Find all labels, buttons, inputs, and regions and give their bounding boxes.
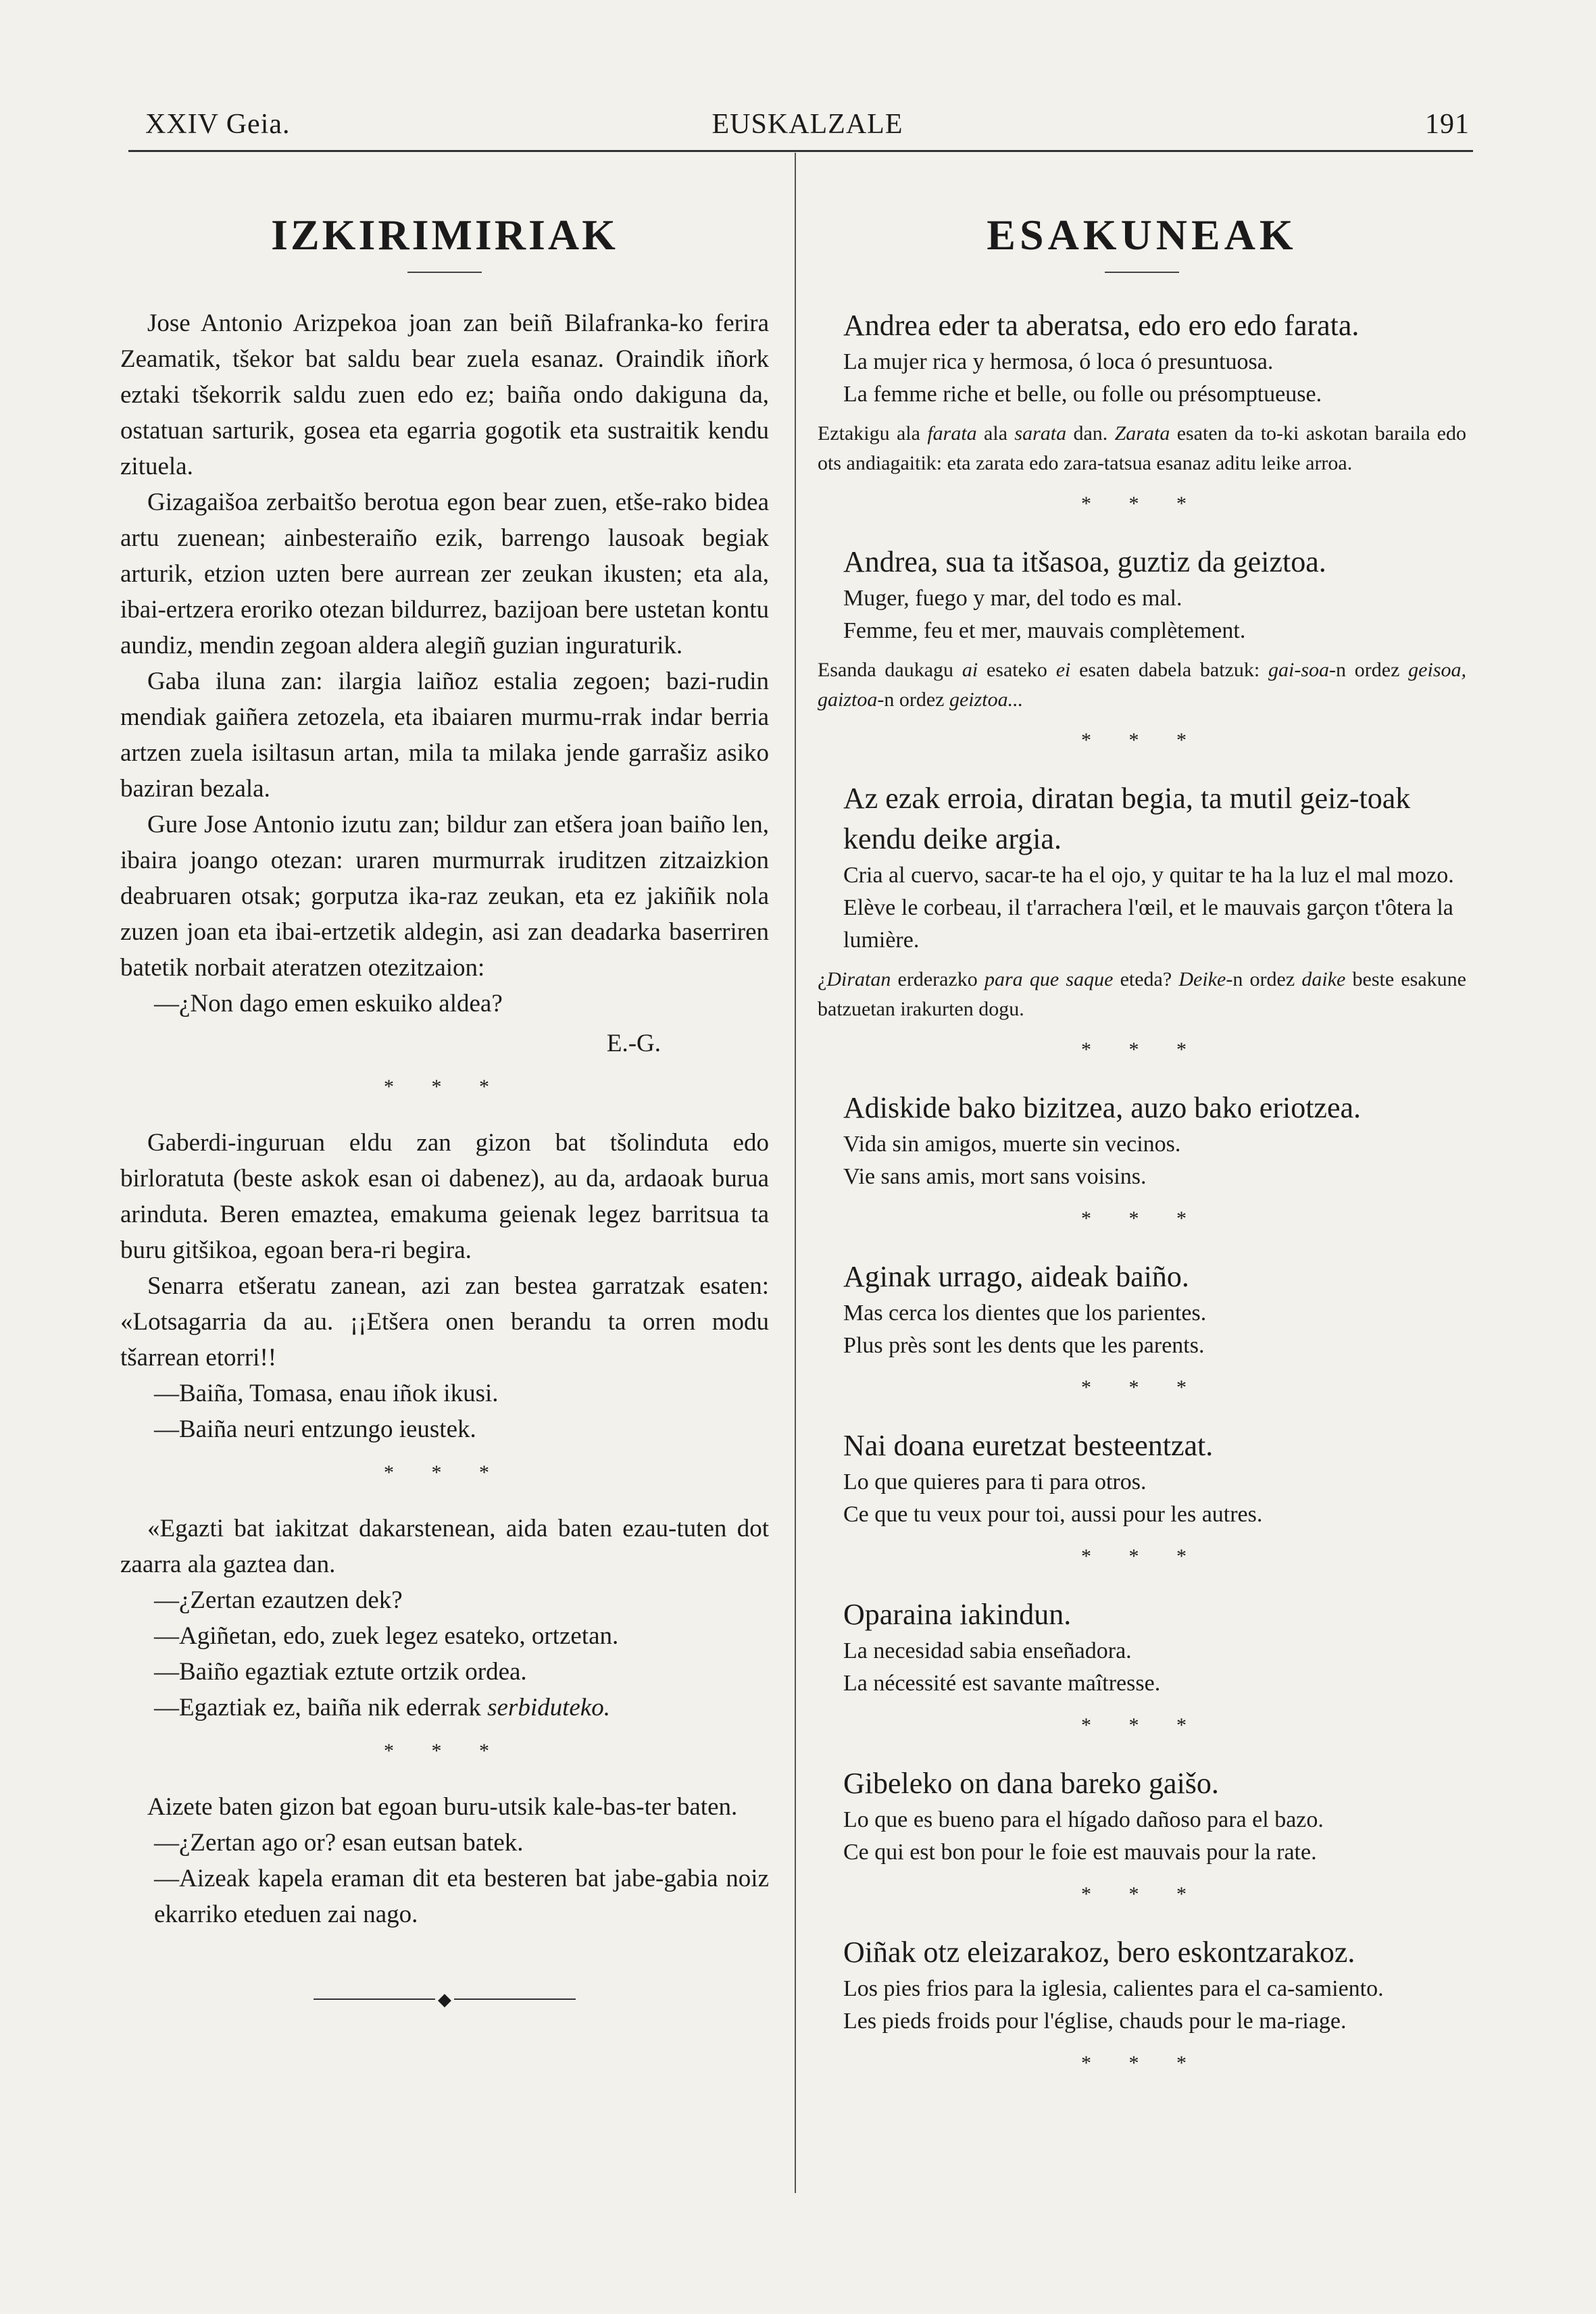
translation-spanish: Cria al cuervo, sacar-te ha el ojo, y quitar te ha la luz el mal mozo. bbox=[843, 863, 1454, 888]
proverb-basque: Adiskide bako bizitzea, auzo bako eriotzea. bbox=[843, 1091, 1362, 1124]
header-rule bbox=[128, 150, 1473, 152]
note-italic: ei bbox=[1055, 659, 1071, 681]
note-text: Eztakigu ala bbox=[818, 422, 928, 445]
section-separator: * * * bbox=[384, 1740, 505, 1762]
section-title-izkirimiriak: IZKIRIMIRIAK bbox=[271, 211, 618, 259]
proverb-separator: * * * bbox=[1081, 1714, 1203, 1736]
proverb-basque: Andrea, sua ta itšasoa, guztiz da geiztoa. bbox=[843, 545, 1326, 578]
note-text: Esanda daukagu bbox=[818, 659, 962, 681]
dialog-line: —Baiña neuri entzungo ieustek. bbox=[154, 1415, 476, 1443]
note-text: esaten da to-ki askotan baraila edo ots andiagaitik: eta zarata edo zara-tatsua esanaz aditu leike arroa. bbox=[818, 422, 1467, 474]
paragraph: Aizete baten gizon bat egoan buru-utsik kale-bas-ter baten. bbox=[147, 1793, 738, 1821]
paragraph: Jose Antonio Arizpekoa joan zan beiñ Bilafranka-ko ferira Zeamatik, tšekor bat saldu bear zuela esanaz. Oraindik iñork eztaki tšekorrik saldu zuen edo ez; baiña ondo dakiguna da, ostatuan sarturik, gosea eta egarria gogotik eta sustraitik kendu zituela. bbox=[120, 309, 769, 480]
note-text: ala bbox=[976, 422, 1015, 445]
journal-title: EUSKALZALE bbox=[712, 109, 903, 140]
translation-french: Elève le corbeau, il t'arrachera l'œil, et le mauvais garçon t'ôtera la lumière. bbox=[843, 895, 1453, 953]
translation-spanish: Los pies frios para la iglesia, calientes para el ca-samiento. bbox=[843, 1976, 1384, 2001]
proverb-note bbox=[818, 655, 1466, 715]
translation-french: La nécessité est savante maîtresse. bbox=[843, 1671, 1161, 1696]
note-italic: Diratan bbox=[826, 968, 891, 990]
note-italic: Zarata bbox=[1114, 422, 1170, 445]
left-column bbox=[120, 153, 769, 2017]
note-text: eteda? bbox=[1113, 968, 1179, 990]
translation-spanish: Muger, fuego y mar, del todo es mal. bbox=[843, 586, 1182, 611]
end-ornament bbox=[120, 1980, 769, 2017]
proverb-separator: * * * bbox=[1081, 729, 1203, 751]
paragraph: Gizagaišoa zerbaitšo berotua egon bear zuen, etše-rako bidea artu zuenean; ainbesteraiño ezik, barrengo lausoak begiak arturik, etzion uzten bere aurrean zer zeukan ikusten; eta ala, ibai-ertzera eroriko otezan bildurrez, bazijoan bere ustetan kontu aundiz, mendin zegoan aldera alegiñ guzian inguraturik. bbox=[120, 488, 769, 659]
page-number: 191 bbox=[1425, 109, 1470, 140]
proverb-separator: * * * bbox=[1081, 1207, 1203, 1230]
dialog-line: —¿Non dago emen eskuiko aldea? bbox=[154, 990, 503, 1017]
proverb-separator: * * * bbox=[1081, 1545, 1203, 1567]
translation-spanish: La mujer rica y hermosa, ó loca ó presuntuosa. bbox=[843, 349, 1274, 374]
note-italic: geisoa, gaiztoa bbox=[818, 659, 1466, 711]
translation-french: Plus près sont les dents que les parents. bbox=[843, 1333, 1205, 1358]
dialog-line: —¿Zertan ezautzen dek? bbox=[154, 1586, 403, 1614]
note-italic: farata bbox=[927, 422, 977, 445]
title-rule bbox=[1105, 272, 1179, 273]
right-column bbox=[818, 153, 1466, 2101]
dialog-line: —Baiño egaztiak eztute ortzik ordea. bbox=[154, 1658, 527, 1686]
note-text: -n ordez bbox=[1226, 968, 1302, 990]
translation-spanish: Mas cerca los dientes que los parientes. bbox=[843, 1301, 1207, 1326]
note-text: beste esakune batzuetan irakurten dogu. bbox=[818, 968, 1466, 1020]
note-italic: geiztoa... bbox=[949, 688, 1024, 711]
note-italic: Deike bbox=[1178, 968, 1226, 990]
section-separator: * * * bbox=[384, 1076, 505, 1098]
note-text: erderazko bbox=[891, 968, 984, 990]
running-header bbox=[145, 101, 1470, 149]
translation-spanish: La necesidad sabia enseñadora. bbox=[843, 1638, 1132, 1663]
translation-spanish: Lo que quieres para ti para otros. bbox=[843, 1469, 1147, 1494]
note-text: -n ordez bbox=[1329, 659, 1409, 681]
proverb-basque: Andrea eder ta aberatsa, edo ero edo farata. bbox=[843, 309, 1360, 342]
translation-french: Ce qui est bon pour le foie est mauvais pour la rate. bbox=[843, 1840, 1317, 1865]
translation-french: Les pieds froids pour l'église, chauds pour le ma-riage. bbox=[843, 2009, 1347, 2034]
column-divider bbox=[795, 153, 796, 2193]
note-italic: sarata bbox=[1014, 422, 1067, 445]
proverb-block bbox=[818, 1763, 1466, 1908]
proverb-separator: * * * bbox=[1081, 2052, 1203, 2074]
volume-label: XXIV Geia. bbox=[145, 109, 291, 140]
proverb-separator: * * * bbox=[1081, 1038, 1203, 1061]
proverb-basque: Nai doana euretzat besteentzat. bbox=[843, 1429, 1214, 1462]
proverb-basque: Oparaina iakindun. bbox=[843, 1598, 1072, 1631]
note-italic: ai bbox=[962, 659, 978, 681]
paragraph: «Egazti bat iakitzat dakarstenean, aida baten ezau-tuten dot zaarra ala gaztea dan. bbox=[120, 1515, 769, 1578]
dialog-line: —Aizeak kapela eraman dit eta besteren bat jabe-gabia noiz ekarriko eteduen zai nago. bbox=[154, 1865, 769, 1928]
translation-french: La femme riche et belle, ou folle ou présomptueuse. bbox=[843, 382, 1322, 407]
proverb-block bbox=[818, 1594, 1466, 1739]
paragraph: Senarra etšeratu zanean, azi zan bestea garratzak esaten: «Lotsagarria da au. ¡¡Etšera onen berandu ta orren modu tšarrean etorri!! bbox=[120, 1272, 769, 1372]
paragraph: Gaberdi-inguruan eldu zan gizon bat tšolinduta edo birloratuta (beste askok esan oi dabenez), au da, ardaoak burua arinduta. Beren emaztea, emakuma geienak legez barritsua ta buru gitšikoa, egoan bera-ri begira. bbox=[120, 1129, 769, 1264]
proverb-basque: Aginak urrago, aideak baiño. bbox=[843, 1260, 1189, 1293]
proverb-block bbox=[818, 778, 1466, 1063]
translation-french: Ce que tu veux pour toi, aussi pour les autres. bbox=[843, 1502, 1263, 1527]
proverb-note bbox=[818, 419, 1466, 478]
translation-spanish: Vida sin amigos, muerte sin vecinos. bbox=[843, 1132, 1181, 1157]
proverb-separator: * * * bbox=[1081, 493, 1203, 515]
note-text: esateko bbox=[978, 659, 1056, 681]
proverb-separator: * * * bbox=[1081, 1376, 1203, 1399]
section-separator: * * * bbox=[384, 1461, 505, 1484]
translation-spanish: Lo que es bueno para el hígado dañoso para el bazo. bbox=[843, 1807, 1324, 1832]
proverb-basque: Oiñak otz eleizarakoz, bero eskontzarakoz. bbox=[843, 1936, 1355, 1969]
ornament-line bbox=[314, 1998, 435, 2000]
proverb-basque: Az ezak erroia, diratan begia, ta mutil geiz-toak kendu deike argia. bbox=[843, 782, 1411, 855]
note-text: ¿ bbox=[818, 968, 827, 990]
dialog-line: —Baiña, Tomasa, enau iñok ikusi. bbox=[154, 1380, 499, 1407]
proverb-block bbox=[818, 1257, 1466, 1401]
dialog-text: —Egaztiak ez, baiña nik ederrak bbox=[154, 1694, 488, 1721]
proverb-block bbox=[818, 1088, 1466, 1232]
paragraph: Gure Jose Antonio izutu zan; bildur zan etšera joan baiño len, ibaira joango otezan: uraren murmurrak iruditzen zitzaizkion deabruaren otsak; gorputza ika-raz zeukan, eta ez jakiñik nola zuzen joan eta ibai-ertzetik aldegin, asi zan deadarka baserriren batetik norbait ateratzen otezitzaion: bbox=[120, 811, 769, 982]
proverb-basque: Gibeleko on dana bareko gaišo. bbox=[843, 1767, 1219, 1800]
note-text: dan. bbox=[1066, 422, 1115, 445]
dialog-line bbox=[120, 1690, 769, 1726]
note-italic: gai-soa bbox=[1268, 659, 1329, 681]
author-signature: E.-G. bbox=[606, 1030, 661, 1057]
note-text: -n ordez bbox=[877, 688, 949, 711]
note-italic: daike bbox=[1301, 968, 1346, 990]
italic-word: serbiduteko. bbox=[487, 1694, 610, 1721]
ornament-line bbox=[454, 1998, 576, 2000]
proverb-separator: * * * bbox=[1081, 1883, 1203, 1905]
proverb-note bbox=[818, 965, 1466, 1024]
proverb-list bbox=[818, 305, 1466, 2077]
proverb-block bbox=[818, 542, 1466, 754]
paragraph: Gaba iluna zan: ilargia laiñoz estalia zegoen; bazi-rudin mendiak gaiñera zetozela, eta ibaiaren murmu-rrak indar berria artzen zuela isiltasun artan, mila ta milaka jende garrašiz asiko baziran bezala. bbox=[120, 668, 769, 803]
diamond-icon: ◆ bbox=[438, 1989, 451, 2009]
proverb-block bbox=[818, 305, 1466, 518]
proverb-block bbox=[818, 1426, 1466, 1570]
proverb-block bbox=[818, 1932, 1466, 2077]
title-rule bbox=[407, 272, 482, 273]
dialog-line: —Agiñetan, edo, zuek legez esateko, ortzetan. bbox=[154, 1622, 619, 1650]
translation-french: Femme, feu et mer, mauvais complètement. bbox=[843, 618, 1246, 643]
section-title-esakuneak: ESAKUNEAK bbox=[987, 211, 1297, 259]
dialog-line: —¿Zertan ago or? esan eutsan batek. bbox=[154, 1829, 524, 1857]
translation-french: Vie sans amis, mort sans voisins. bbox=[843, 1164, 1147, 1189]
note-text: esaten dabela batzuk: bbox=[1070, 659, 1268, 681]
note-italic: para que saque bbox=[984, 968, 1114, 990]
